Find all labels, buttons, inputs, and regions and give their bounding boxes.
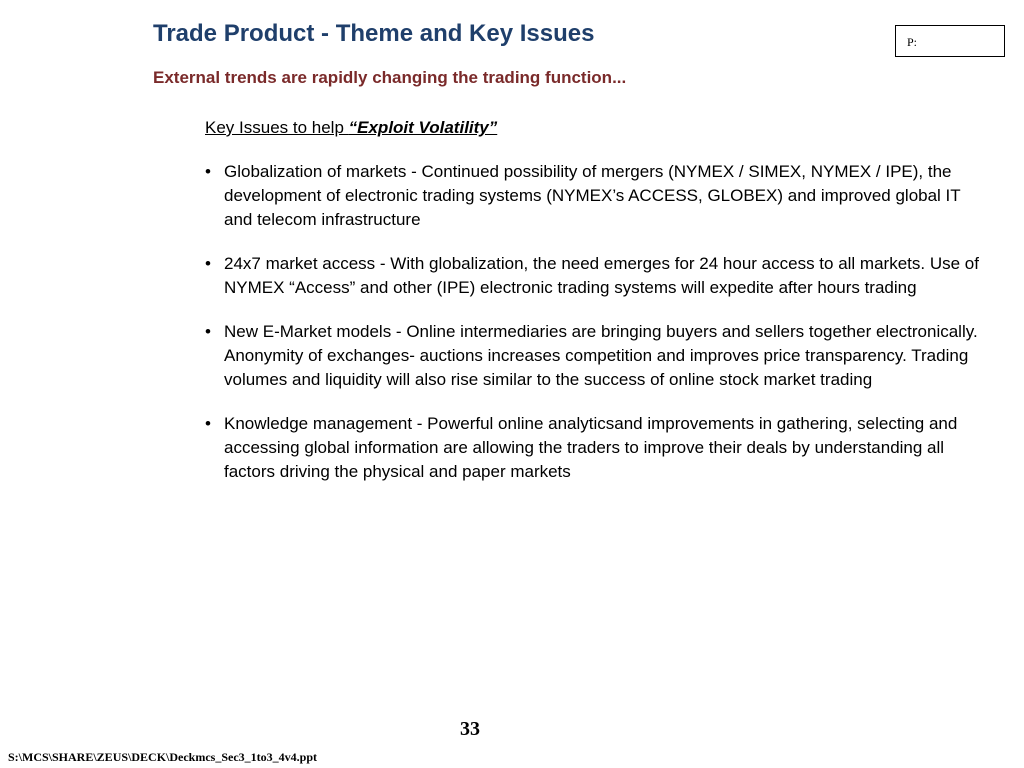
bullet-icon: •	[205, 162, 211, 181]
bullet-icon: •	[205, 414, 211, 433]
key-issue-market-access	[205, 252, 985, 300]
bullet-icon: •	[205, 322, 211, 341]
key-issues-list	[205, 160, 985, 504]
page-reference-box	[895, 25, 1005, 57]
page-number: 33	[460, 718, 480, 740]
key-issue-text: Globalization of markets - Continued possibility of mergers (NYMEX / SIMEX, NYMEX / IPE), the development of electronic trading systems (NYMEX’s ACCESS, GLOBEX) and improved global IT and telecom infrastructure	[224, 162, 961, 229]
key-issues-heading	[205, 118, 497, 138]
key-issue-globalization	[205, 160, 985, 232]
key-issues-heading-prefix: Key Issues to help	[205, 118, 349, 137]
key-issue-text: Knowledge management - Powerful online analyticsand improvements in gathering, selecting and accessing global information are allowing the traders to improve their deals by understanding all factors driving the physical and paper markets	[224, 414, 958, 481]
key-issue-text: New E-Market models - Online intermediaries are bringing buyers and sellers together electronically. Anonymity of exchanges- auctions increases competition and improves price transparency. Trading volumes and liquidity will also rise similar to the success of online stock market trading	[224, 322, 978, 389]
key-issues-heading-emphasis: “Exploit Volatility”	[348, 118, 498, 137]
key-issue-knowledge-management	[205, 412, 985, 484]
file-path-footer: S:\MCS\SHARE\ZEUS\DECK\Deckmcs_Sec3_1to3_4v4.ppt	[8, 750, 318, 764]
page-reference-label: P:	[907, 35, 918, 49]
key-issue-text: 24x7 market access - With globalization, the need emerges for 24 hour access to all markets. Use of NYMEX “Access” and other (IPE) electronic trading systems will expedite after hours trading	[224, 254, 979, 297]
slide-subtitle: External trends are rapidly changing the trading function...	[153, 68, 627, 87]
key-issue-emarket-models	[205, 320, 985, 392]
slide-title: Trade Product - Theme and Key Issues	[153, 20, 595, 47]
bullet-icon: •	[205, 254, 211, 273]
